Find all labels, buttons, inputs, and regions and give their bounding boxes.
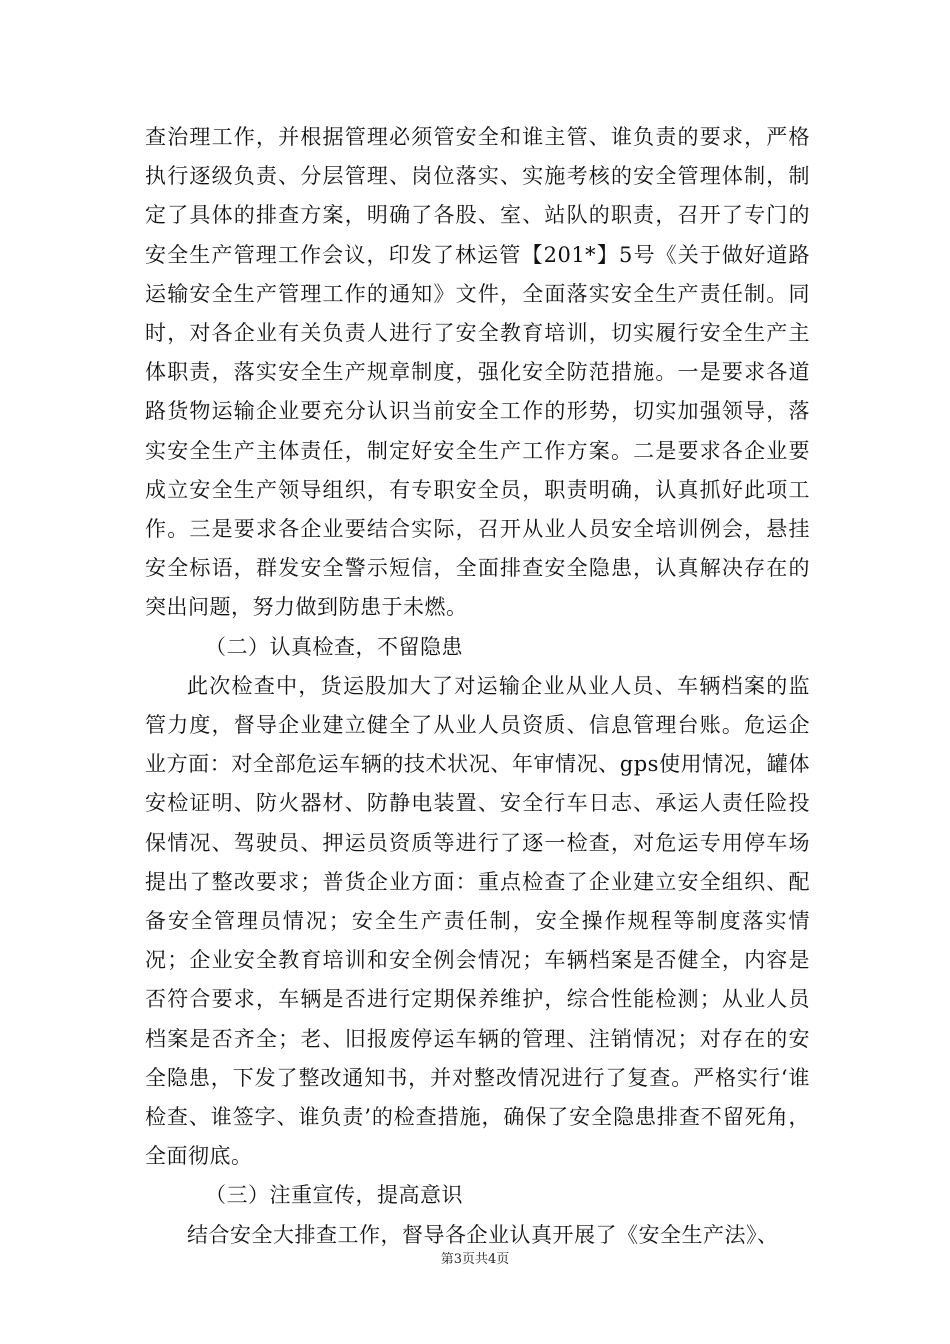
page-number-footer: 第3页共4页	[440, 1252, 510, 1267]
paragraph-safety-management: 查治理工作，并根据管理必须管安全和谁主管、谁负责的要求，严格执行逐级负责、分层管理、岗位落实、实施考核的安全管理体制，制定了具体的排查方案，明确了各股、室、站队的职责，召开了专门的安全生产管理工作会议，印发了林运管【201*】5号《关于做好道路运输安全生产管理工作的通知》文件，全面落实安全生产责任制。同时，对各企业有关负责人进行了安全教育培训，切实履行安全生产主体职责，落实安全生产规章制度，强化安全防范措施。一是要求各道路货物运输企业要充分认识当前安全工作的形势，切实加强领导，落实安全生产主体责任，制定好安全生产工作方案。二是要求各企业要成立安全生产领导组织，有专职安全员，职责明确，认真抓好此项工作。三是要求各企业要结合实际，召开从业人员安全培训例会，悬挂安全标语，群发安全警示短信，全面排查安全隐患，认真解决存在的突出问题，努力做到防患于未燃。	[145, 125, 810, 620]
document-body	[145, 118, 810, 1255]
section-heading-careful-inspection: （二）认真检查，不留隐患	[205, 634, 463, 659]
section-heading-publicity: （三）注重宣传，提高意识	[205, 1183, 463, 1208]
paragraph-publicity-start: 结合安全大排查工作，督导各企业认真开展了《安全生产法》、	[187, 1222, 779, 1247]
paragraph-inspection-details: 此次检查中，货运股加大了对运输企业从业人员、车辆档案的监管力度，督导企业建立健全了从业人员资质、信息管理台账。危运企业方面：对全部危运车辆的技术状况、年审情况、gps使用情况，罐体安检证明、防火器材、防静电装置、安全行车日志、承运人责任险投保情况、驾驶员、押运员资质等进行了逐一检查，对危运专用停车场提出了整改要求；普货企业方面：重点检查了企业建立安全组织、配备安全管理员情况；安全生产责任制，安全操作规程等制度落实情况；企业安全教育培训和安全例会情况；车辆档案是否健全，内容是否符合要求，车辆是否进行定期保养维护，综合性能检测；从业人员档案是否齐全；老、旧报废停运车辆的管理、注销情况；对存在的安全隐患，下发了整改通知书，并对整改情况进行了复查。严格实行‘谁检查、谁签字、谁负责’的检查措施，确保了安全隐患排查不留死角，全面彻底。	[145, 673, 810, 1169]
